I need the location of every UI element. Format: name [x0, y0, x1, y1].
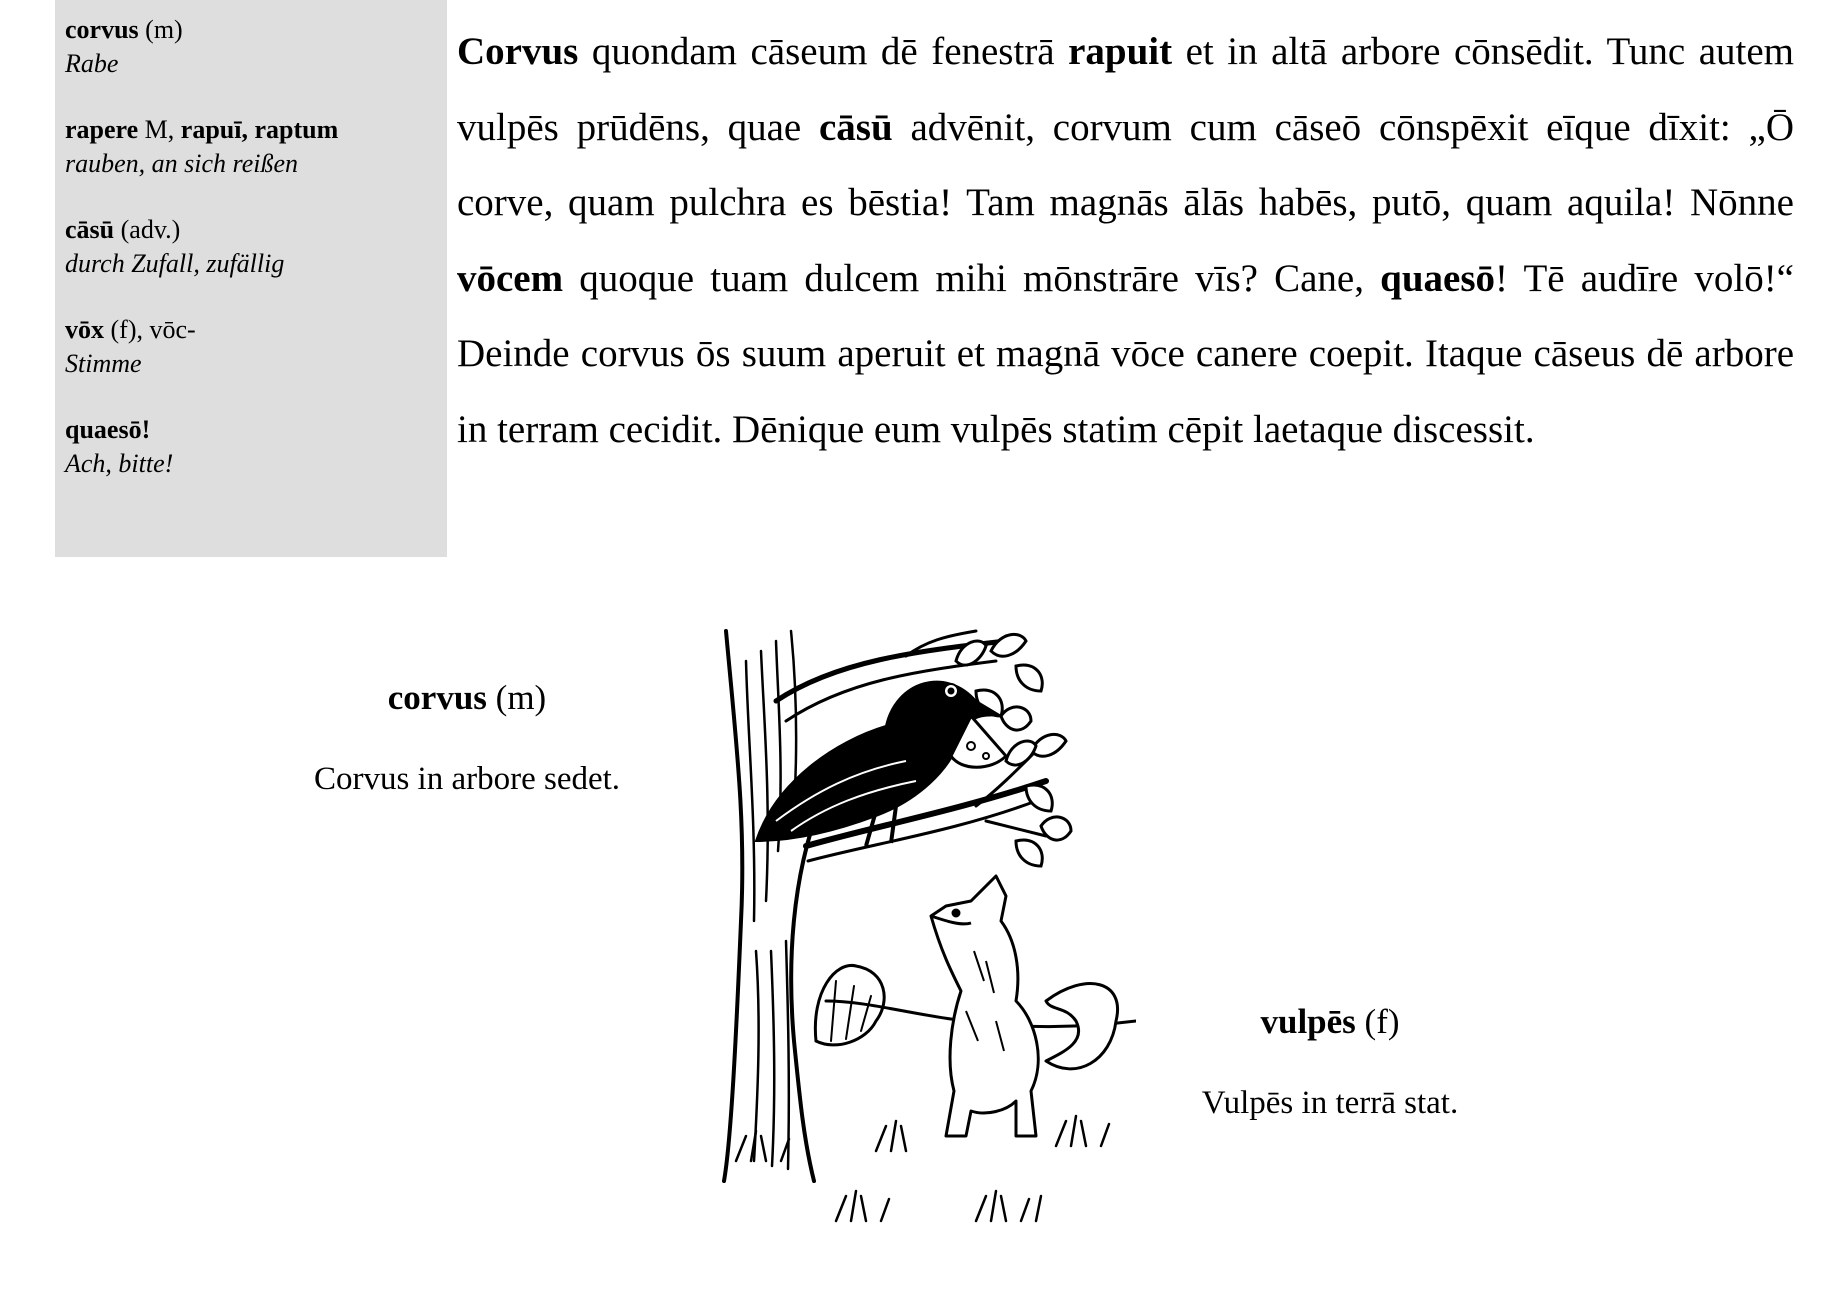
latin-passage	[457, 14, 1794, 467]
vocab-entry-casu	[65, 213, 284, 281]
passage-text: ! Tē audīre volō!“ Deinde corvus ōs suum aperuit et magnā vōce canere coepit. Itaque cāseus dē arbore in terram cecidit. Dēnique eum vulpēs statim cēpit laetaque discessit.	[457, 256, 1794, 451]
vocab-entry-vox	[65, 313, 196, 381]
keyword-casu: cāsū	[818, 105, 893, 149]
keyword-quaeso: quaesō	[1380, 256, 1496, 300]
label-gender: (m)	[495, 678, 547, 717]
label-sentence: Corvus in arbore sedet.	[313, 761, 621, 797]
passage-text: et in altā arbore cōnsēdit. Tunc autem vulpēs prūdēns, quae	[457, 30, 1794, 149]
fox	[931, 876, 1118, 1136]
label-sentence: Vulpēs in terrā stat.	[1201, 1085, 1459, 1121]
vocab-principal-parts: rapuī, raptum	[180, 115, 339, 144]
vocab-entry-rapere	[65, 113, 338, 181]
label-word: vulpēs	[1260, 1002, 1356, 1041]
vocab-gloss: Ach, bitte!	[65, 449, 174, 478]
vocab-gloss: durch Zufall, zufällig	[65, 249, 285, 278]
vocab-forms: M,	[144, 115, 175, 144]
label-word: corvus	[387, 678, 487, 717]
vocab-forms: (adv.)	[120, 215, 181, 244]
vocab-lemma: cāsū	[65, 215, 115, 244]
vocabulary-box	[55, 0, 447, 557]
vocab-gloss: Rabe	[65, 49, 119, 78]
label-corvus	[267, 677, 667, 799]
keyword-vocem: vōcem	[457, 256, 564, 300]
crow-and-fox-illustration	[716, 621, 1136, 1236]
vocab-forms: (f), vōc-	[110, 315, 196, 344]
keyword-rapuit: rapuit	[1068, 30, 1173, 73]
vocab-gloss: Stimme	[65, 349, 142, 378]
vocab-gloss: rauben, an sich reißen	[65, 149, 298, 178]
grass	[736, 1116, 1109, 1221]
vocab-lemma: vōx	[65, 315, 104, 344]
vocab-entry-corvus	[65, 13, 183, 81]
label-gender: (f)	[1364, 1002, 1400, 1041]
passage-text: quoque tuam dulcem mihi mōnstrāre vīs? Cane,	[563, 256, 1381, 300]
keyword-corvus: Corvus	[457, 30, 579, 73]
vocab-lemma: quaesō!	[65, 415, 151, 444]
vocab-lemma: corvus	[65, 15, 139, 44]
passage-text: advēnit, corvum cum cāseō cōnspēxit eīque dīxit: „Ō corve, quam pulchra es bēstia! Tam magnās ālās habēs, putō, quam aquila! Nōnne	[457, 105, 1794, 224]
label-vulpes	[1130, 1001, 1530, 1123]
vocab-forms: (m)	[145, 15, 183, 44]
vocab-entry-quaeso	[65, 413, 173, 481]
vocab-lemma: rapere	[65, 115, 139, 144]
passage-text: quondam cāseum dē fenestrā	[578, 30, 1069, 73]
